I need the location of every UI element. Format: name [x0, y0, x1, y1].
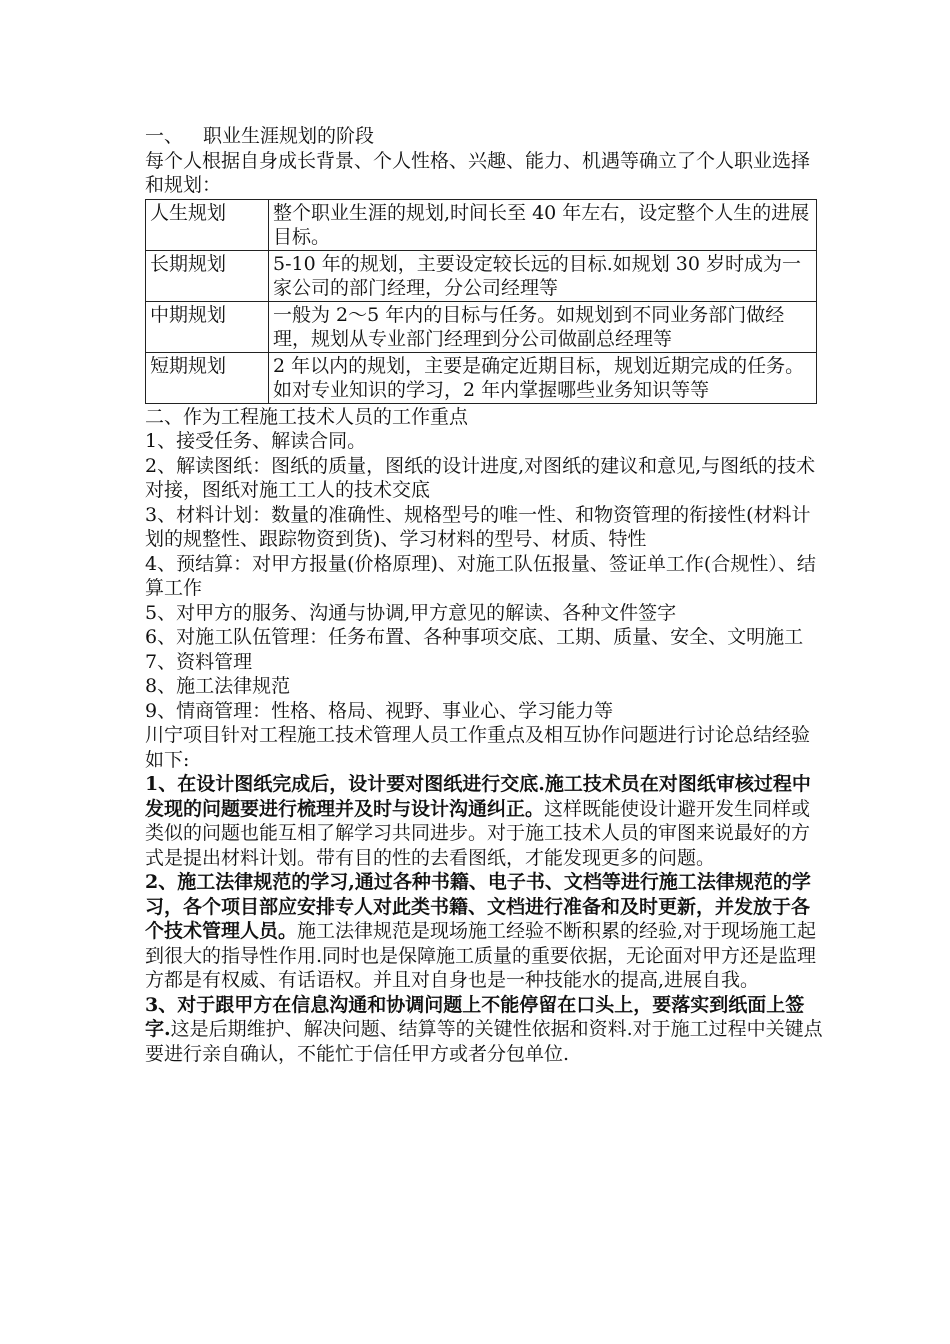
- section1-number: 一、: [145, 125, 184, 147]
- summary-point: [145, 993, 825, 1067]
- list-item: 1、接受任务、解读合同。: [145, 430, 367, 452]
- summary-point-text: 施工法律规范是现场施工经验不断积累的经验,对于现场施工起到很大的指导性作用.同时也是保障施工质量的重要依据，无论面对甲方还是监理方都是有权威、有话语权。并且对自身也是一种技能水的提高,进展自我。: [145, 920, 817, 991]
- list-item: 6、对施工队伍管理：任务布置、各种事项交底、工期、质量、安全、文明施工: [145, 626, 804, 648]
- section1-heading: [145, 124, 825, 149]
- summary-point: [145, 870, 825, 993]
- list-item: 8、施工法律规范: [145, 675, 291, 697]
- list-item: 7、资料管理: [145, 650, 253, 673]
- section1-intro: 每个人根据自身成长背景、个人性格、兴趣、能力、机遇等确立了个人职业选择和规划：: [145, 149, 811, 196]
- summary-point-text: 这样既能使设计避开发生同样或类似的问题也能互相了解学习共同进步。对于施工技术人员的审图来说最好的方式是提出材料计划。带有目的性的去看图纸，才能发现更多的问题。: [145, 797, 811, 869]
- plan-description: 整个职业生涯的规划,时间长至 40 年左右，设定整个人生的进展目标。: [269, 199, 817, 250]
- section1-title: 职业生涯规划的阶段: [203, 125, 375, 147]
- list-item: 5、对甲方的服务、沟通与协调,甲方意见的解读、各种文件签字: [145, 601, 677, 624]
- table-row: [146, 301, 817, 352]
- plan-description: 5-10 年的规划，主要设定较长远的目标.如规划 30 岁时成为一家公司的部门经理，分公司经理等: [269, 250, 817, 301]
- plan-term: 短期规划: [146, 352, 269, 403]
- list-item: 9、情商管理：性格、格局、视野、事业心、学习能力等: [145, 699, 614, 722]
- plan-description: 一般为 2～5 年内的目标与任务。如规划到不同业务部门做经理，规划从专业部门经理到分公司做副总经理等: [269, 301, 817, 352]
- list-item: 3、材料计划：数量的准确性、规格型号的唯一性、和物资管理的衔接性(材料计划的规整性、跟踪物资到货)、学习材料的型号、材质、特性: [145, 503, 811, 550]
- list-item: 2、解读图纸：图纸的质量，图纸的设计进度,对图纸的建议和意见,与图纸的技术对接，图纸对施工工人的技术交底: [145, 454, 816, 501]
- list-item: 4、预结算：对甲方报量(价格原理)、对施工队伍报量、签证单工作(合规性）、结算工作: [145, 552, 816, 599]
- table-row: [146, 199, 817, 250]
- summary-point: [145, 772, 825, 870]
- section2-title: 二、作为工程施工技术人员的工作重点: [145, 405, 469, 428]
- plan-description: 2 年以内的规划，主要是确定近期目标，规划近期完成的任务。如对专业知识的学习，2 年内掌握哪些业务知识等等: [269, 352, 817, 403]
- table-row: [146, 250, 817, 301]
- summary-intro: 川宁项目针对工程施工技术管理人员工作重点及相互协作问题进行讨论总结经验如下:: [145, 724, 811, 771]
- summary-point-emphasis: 1、在设计图纸完成后，设计要对图纸进行交底.施工技术员在对图纸审核过程中发现的问题要进行梳理并及时与设计沟通纠正。: [145, 773, 811, 820]
- table-row: [146, 352, 817, 403]
- document-page: [145, 124, 825, 1066]
- plan-term: 长期规划: [146, 250, 269, 301]
- summary-point-emphasis: 2、施工法律规范的学习,通过各种书籍、电子书、文档等进行施工法律规范的学习，各个项目部应安排专人对此类书籍、文档进行准备和及时更新，并发放于各个技术管理人员。: [145, 871, 811, 942]
- plan-term: 中期规划: [146, 301, 269, 352]
- career-plan-table: [145, 199, 817, 404]
- summary-point-text: 这是后期维护、解决问题、结算等的关键性依据和资料.对于施工过程中关键点要进行亲自确认，不能忙于信任甲方或者分包单位.: [145, 1018, 823, 1065]
- plan-term: 人生规划: [146, 199, 269, 250]
- summary-point-emphasis: 3、对于跟甲方在信息沟通和协调问题上不能停留在口头上，要落实到纸面上签字.: [145, 993, 805, 1040]
